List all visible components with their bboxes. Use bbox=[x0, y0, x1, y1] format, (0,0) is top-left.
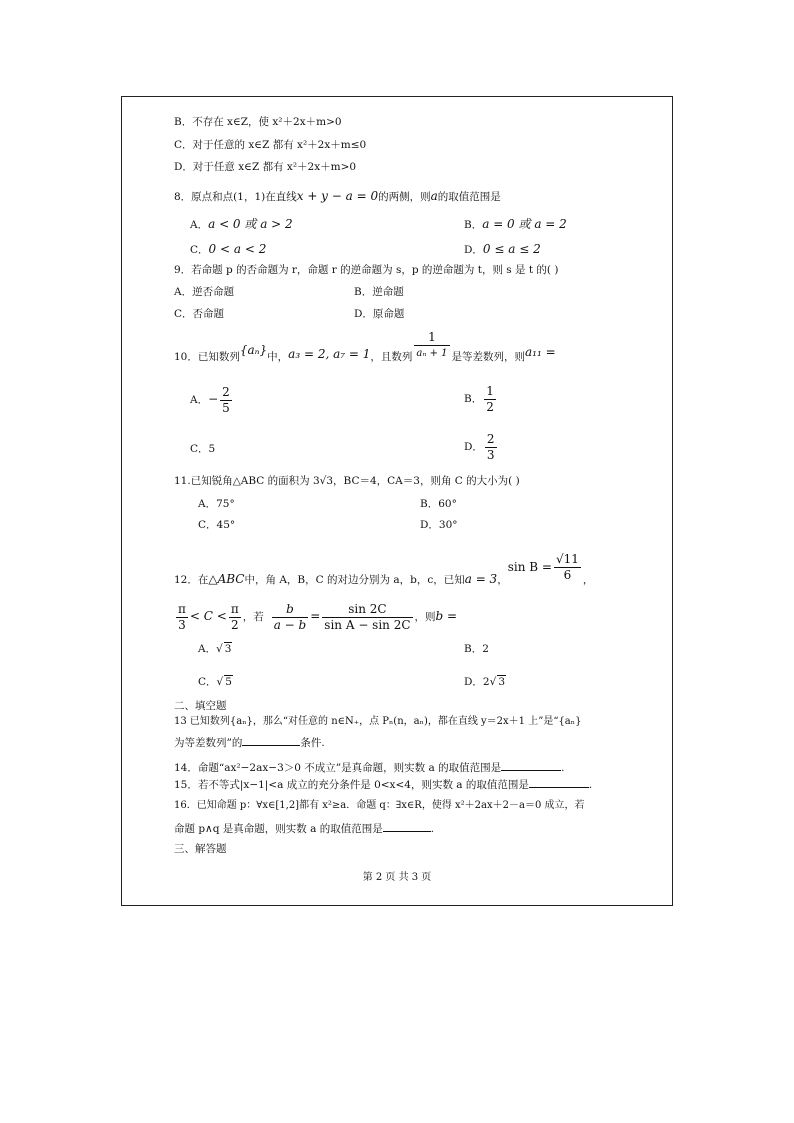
q13-line2-pre: 为等差数列”的 bbox=[174, 737, 243, 749]
q12-option-d-label: D．2 bbox=[464, 676, 490, 688]
q10-option-d bbox=[464, 431, 499, 463]
q12-stem-pre: 12．在 bbox=[174, 574, 209, 586]
q9-option-d: D．原命题 bbox=[354, 308, 405, 320]
q12-target: b = bbox=[435, 609, 458, 623]
q10-option-c: C．5 bbox=[190, 443, 216, 455]
q11-stem: 11.已知锐角△ABC 的面积为 3√3，BC＝4，CA＝3，则角 C 的大小为( ) bbox=[174, 475, 520, 487]
q12-ratio-right bbox=[322, 602, 412, 633]
q8-option-c-math: 0 < a < 2 bbox=[208, 242, 267, 256]
q9-option-a: A．逆否命题 bbox=[174, 286, 235, 298]
q16-line2-pre: 命题 p∧q 是真命题，则实数 a 的取值范围是 bbox=[174, 823, 383, 835]
q12-stem bbox=[174, 549, 593, 598]
q10-option-b bbox=[464, 383, 498, 415]
q9-option-b: B．逆命题 bbox=[354, 286, 404, 298]
q13-line1: 13 已知数列{aₙ}，那么“对任意的 n∈N₊，点 Pₙ(n，aₙ)，都在直线 y＝2x＋1 上”是“{aₙ} bbox=[174, 716, 582, 727]
q12-ratio-left-num: b bbox=[272, 602, 309, 618]
q12-sinb-fraction bbox=[554, 552, 581, 583]
q12-ratio-left bbox=[272, 602, 309, 633]
section-solution-heading: 三、解答题 bbox=[174, 843, 227, 855]
q8-option-a-math: a < 0 或 a > 2 bbox=[208, 217, 293, 231]
q12-inequality: < C < bbox=[189, 609, 227, 623]
q15-text: 15．若不等式|x−1|<a 成立的充分条件是 0<x<4，则实数 a 的取值范围是 bbox=[174, 779, 529, 791]
q10-sequence: {aₙ} bbox=[239, 343, 268, 357]
q8-option-c-label: C． bbox=[190, 244, 209, 256]
q12-ratio-right-den: sin A − sin 2C bbox=[324, 617, 411, 632]
q7-option-b: B．不存在 x∈Z，使 x²＋2x＋m>0 bbox=[174, 116, 342, 128]
q10-target: a₁₁ = bbox=[525, 345, 556, 359]
q12-pi-third bbox=[176, 602, 188, 633]
q8-stem bbox=[174, 189, 501, 204]
section-fill-in-heading: 二、填空题 bbox=[174, 700, 227, 712]
q7-option-d: D．对于任意 x∈Z 都有 x²＋2x＋m>0 bbox=[174, 161, 357, 173]
q10-stem bbox=[174, 330, 556, 366]
q8-stem-post: 的取值范围是 bbox=[437, 191, 501, 203]
q14 bbox=[174, 760, 564, 775]
q12-pi-half bbox=[229, 602, 241, 633]
q8-option-d-label: D． bbox=[464, 244, 483, 256]
q10-option-a-sign: − bbox=[208, 392, 219, 406]
q10-stem-mid1: 中， bbox=[267, 351, 289, 363]
q10-option-d-fraction bbox=[485, 432, 497, 463]
q15-post: . bbox=[588, 779, 593, 791]
q10-given: a₃ = 2, a₇ = 1 bbox=[288, 347, 371, 361]
q12-comma: ， bbox=[497, 574, 508, 586]
q10-fraction-denominator: aₙ + 1 bbox=[416, 348, 448, 359]
q7-option-c: C．对于任意的 x∈Z 都有 x²＋2x＋m≤0 bbox=[174, 139, 367, 151]
q8-variable: a bbox=[430, 189, 438, 203]
q12-equals: = bbox=[310, 609, 321, 623]
q10-fraction-numerator: 1 bbox=[414, 330, 449, 346]
q12-option-b: B．2 bbox=[464, 643, 489, 655]
q12-comma-2: ， bbox=[582, 574, 594, 586]
q12-a-value: a = 3 bbox=[464, 572, 498, 586]
q8-option-c bbox=[190, 242, 266, 257]
q10-stem-mid2: ，且数列 bbox=[370, 351, 413, 363]
q12-option-d-radicand: 3 bbox=[498, 676, 505, 688]
q12-sinb-num: √11 bbox=[555, 552, 579, 566]
q10-option-b-fraction bbox=[484, 384, 496, 415]
q10-option-b-num: 1 bbox=[486, 383, 494, 398]
q12-stem-mid: 中，角 A，B，C 的对边分别为 a，b，c，已知 bbox=[244, 574, 465, 586]
q8-option-b-math: a = 0 或 a = 2 bbox=[482, 217, 567, 231]
q11-option-b: B．60° bbox=[420, 498, 457, 510]
q15 bbox=[174, 777, 592, 792]
q10-option-b-label: B． bbox=[464, 393, 483, 405]
q12-pi-third-num: π bbox=[178, 601, 186, 616]
q13-answer-blank[interactable] bbox=[242, 735, 300, 746]
q8-stem-mid: 的两侧，则 bbox=[378, 191, 431, 203]
q12-option-c: C．√ 5 bbox=[198, 676, 232, 688]
q12-ratio-left-den: a − b bbox=[273, 617, 307, 632]
q13-line2 bbox=[174, 735, 325, 750]
q9-stem: 9．若命题 p 的否命题为 r，命题 r 的逆命题为 s，p 的逆命题为 t，则 s 是 t 的( ) bbox=[174, 264, 559, 276]
q10-reciprocal-fraction bbox=[414, 330, 449, 361]
q16-answer-blank[interactable] bbox=[383, 821, 431, 832]
q16-line1: 16．已知命题 p：∀x∈[1,2]都有 x²≥a．命题 q：∃x∈R，使得 x²＋2ax＋2－a＝0 成立，若 bbox=[174, 800, 585, 811]
q14-post: . bbox=[561, 762, 565, 774]
q8-option-d bbox=[464, 242, 541, 257]
page-footer: 第 2 页 共 3 页 bbox=[362, 872, 432, 883]
q12-sinb-den: 6 bbox=[563, 568, 572, 582]
q8-option-a-label: A． bbox=[190, 219, 209, 231]
q9-option-c: C．否命题 bbox=[174, 308, 225, 320]
exam-page bbox=[121, 96, 673, 906]
q15-answer-blank[interactable] bbox=[529, 777, 589, 788]
q13-line2-post: 条件. bbox=[300, 737, 325, 749]
q10-option-a-num: 2 bbox=[222, 384, 230, 399]
q12-option-a: A．√ 3 bbox=[198, 643, 232, 655]
q12-then-text: ，则 bbox=[414, 611, 436, 623]
q12-option-d: D．2√ 3 bbox=[464, 676, 505, 688]
q16-line2-post: . bbox=[430, 823, 435, 835]
q10-option-b-den: 2 bbox=[486, 399, 494, 414]
q10-stem-pre: 10．已知数列 bbox=[174, 351, 240, 363]
q12-triangle: △ABC bbox=[208, 572, 245, 586]
q12-pi-half-den: 2 bbox=[230, 617, 239, 632]
q10-option-a bbox=[190, 383, 234, 416]
q8-option-d-math: 0 ≤ a ≤ 2 bbox=[482, 242, 541, 256]
q10-option-a-fraction bbox=[220, 385, 232, 416]
q11-option-c: C．45° bbox=[198, 519, 236, 531]
q14-answer-blank[interactable] bbox=[501, 760, 561, 771]
q10-option-d-label: D． bbox=[464, 441, 483, 453]
q16-line2 bbox=[174, 821, 434, 836]
q12-option-a-label: A． bbox=[198, 643, 217, 655]
q10-option-d-den: 3 bbox=[486, 447, 495, 462]
q12-pi-third-den: 3 bbox=[178, 617, 186, 632]
q10-stem-post: 是等差数列，则 bbox=[451, 351, 525, 363]
q12-option-c-label: C． bbox=[198, 676, 217, 688]
q8-option-b-label: B． bbox=[464, 219, 483, 231]
q12-option-c-radicand: 5 bbox=[225, 676, 232, 688]
q10-option-d-num: 2 bbox=[486, 431, 495, 446]
q14-text: 14．命题“ax²−2ax−3＞0 不成立”是真命题，则实数 a 的取值范围是 bbox=[174, 762, 502, 774]
q12-if-text: ，若 bbox=[242, 611, 264, 623]
q11-option-d: D．30° bbox=[420, 519, 458, 531]
q12-condition bbox=[174, 599, 457, 634]
q12-pi-half-num: π bbox=[230, 601, 239, 616]
q12-sinb-label: sin B = bbox=[507, 560, 552, 574]
q8-option-b bbox=[464, 217, 567, 232]
q8-stem-pre: 8．原点和点(1，1)在直线 bbox=[174, 191, 297, 203]
q12-ratio-right-num: sin 2C bbox=[322, 602, 412, 618]
q12-option-a-radicand: 3 bbox=[224, 643, 232, 655]
q10-option-a-den: 5 bbox=[222, 400, 230, 415]
q8-equation: x + y − a = 0 bbox=[296, 189, 379, 203]
q8-option-a bbox=[190, 217, 293, 232]
q10-option-a-label: A． bbox=[190, 394, 209, 406]
q11-option-a: A．75° bbox=[198, 498, 235, 510]
